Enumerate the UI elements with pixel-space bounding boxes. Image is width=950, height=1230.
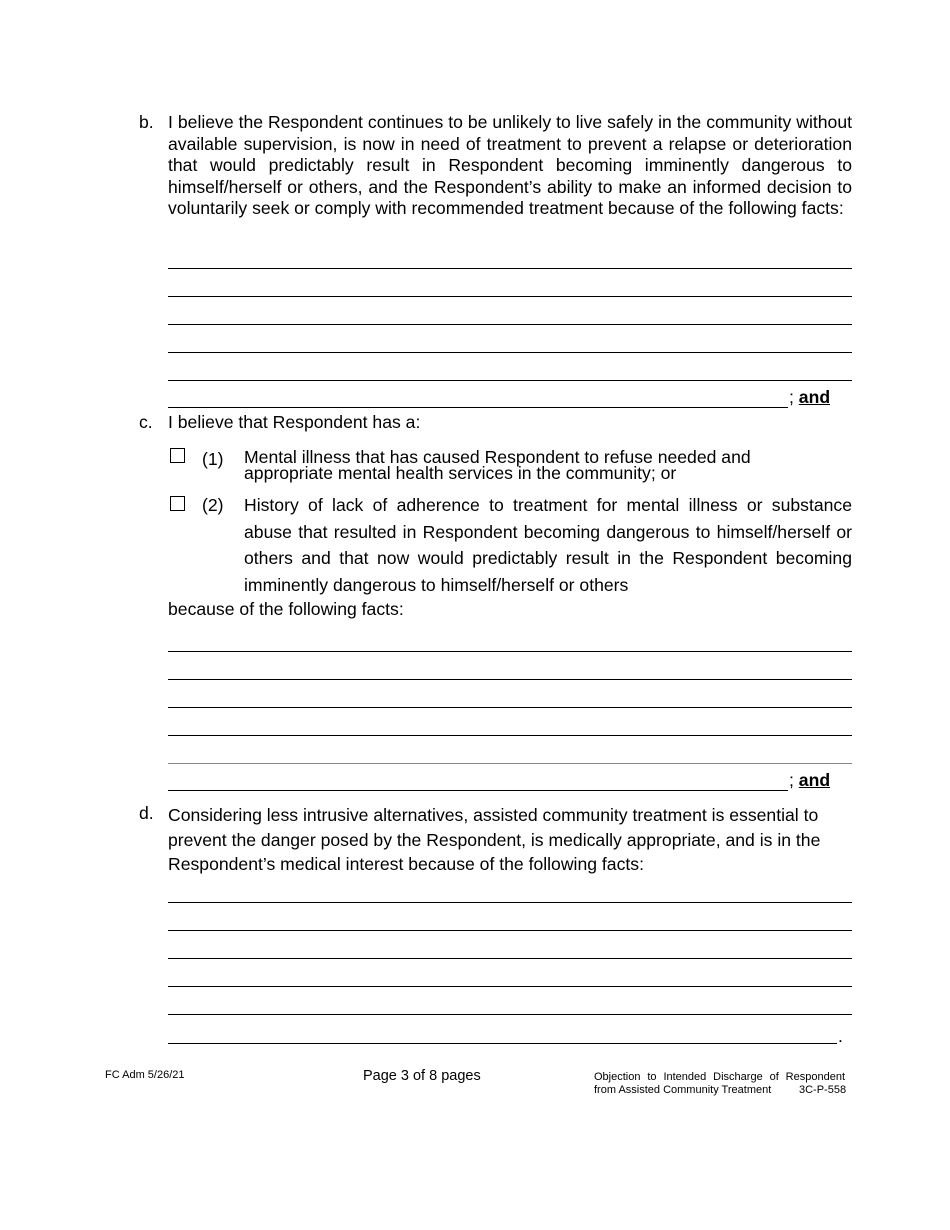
answer-line-last[interactable] <box>168 407 788 408</box>
section-d-period: . <box>838 1026 843 1046</box>
answer-line[interactable] <box>168 986 852 987</box>
section-b-marker: b. <box>139 112 154 132</box>
answer-line[interactable] <box>168 763 852 764</box>
section-b-text: I believe the Respondent continues to be unlikely to live safely in the community without available supervision, is now in need of treatment to prevent a relapse or deterioration that would predictably result in Respondent becoming imminently dangerous to himself/herself or others, and the Respondent’s ability to make an informed decision to voluntarily seek or comply with recommended treatment because of the following facts: <box>168 112 852 219</box>
answer-line[interactable] <box>168 296 852 297</box>
answer-line[interactable] <box>168 958 852 959</box>
answer-line[interactable] <box>168 268 852 269</box>
answer-line-last[interactable] <box>168 1043 837 1044</box>
answer-line[interactable] <box>168 902 852 903</box>
answer-line[interactable] <box>168 679 852 680</box>
section-d-marker: d. <box>139 803 154 823</box>
answer-line[interactable] <box>168 1014 852 1015</box>
answer-line[interactable] <box>168 735 852 736</box>
form-id: FC Adm 5/26/21 <box>105 1069 185 1081</box>
answer-line[interactable] <box>168 651 852 652</box>
answer-line[interactable] <box>168 324 852 325</box>
answer-line[interactable] <box>168 930 852 931</box>
option-1-text: Mental illness that has caused Respondent to refuse needed and appropriate mental health services in the community; or <box>244 447 751 483</box>
footer-title-line1: Objection to Intended Discharge of Respondent <box>594 1071 845 1083</box>
page-number: Page 3 of 8 pages <box>363 1068 481 1084</box>
answer-line-last[interactable] <box>168 790 788 791</box>
section-d-text: Considering less intrusive alternatives, assisted community treatment is essential to prevent the danger posed by the Respondent, is medically appropriate, and is in the Respondent’s medical interest because of the following facts: <box>168 805 821 874</box>
answer-line[interactable] <box>168 352 852 353</box>
section-b-and: ; and <box>789 387 831 407</box>
option-1-number: (1) <box>202 449 224 469</box>
form-code: 3C-P-558 <box>799 1084 847 1096</box>
section-c-intro: I believe that Respondent has a: <box>168 412 421 432</box>
answer-line[interactable] <box>168 380 852 381</box>
option-1-checkbox[interactable] <box>170 448 185 463</box>
section-c-facts-label: because of the following facts: <box>168 599 404 619</box>
section-c-marker: c. <box>139 412 153 432</box>
option-2-text: History of lack of adherence to treatment for mental illness or substance abuse that resulted in Respondent becoming dangerous to himself/herself or others and that now would predictably result in the Respondent becoming imminently dangerous to himself/herself or others <box>244 495 852 595</box>
option-2-checkbox[interactable] <box>170 496 185 511</box>
option-2-number: (2) <box>202 495 224 515</box>
footer-title-line2: from Assisted Community Treatment <box>594 1084 772 1096</box>
answer-line[interactable] <box>168 707 852 708</box>
section-c-and: ; and <box>789 770 831 790</box>
